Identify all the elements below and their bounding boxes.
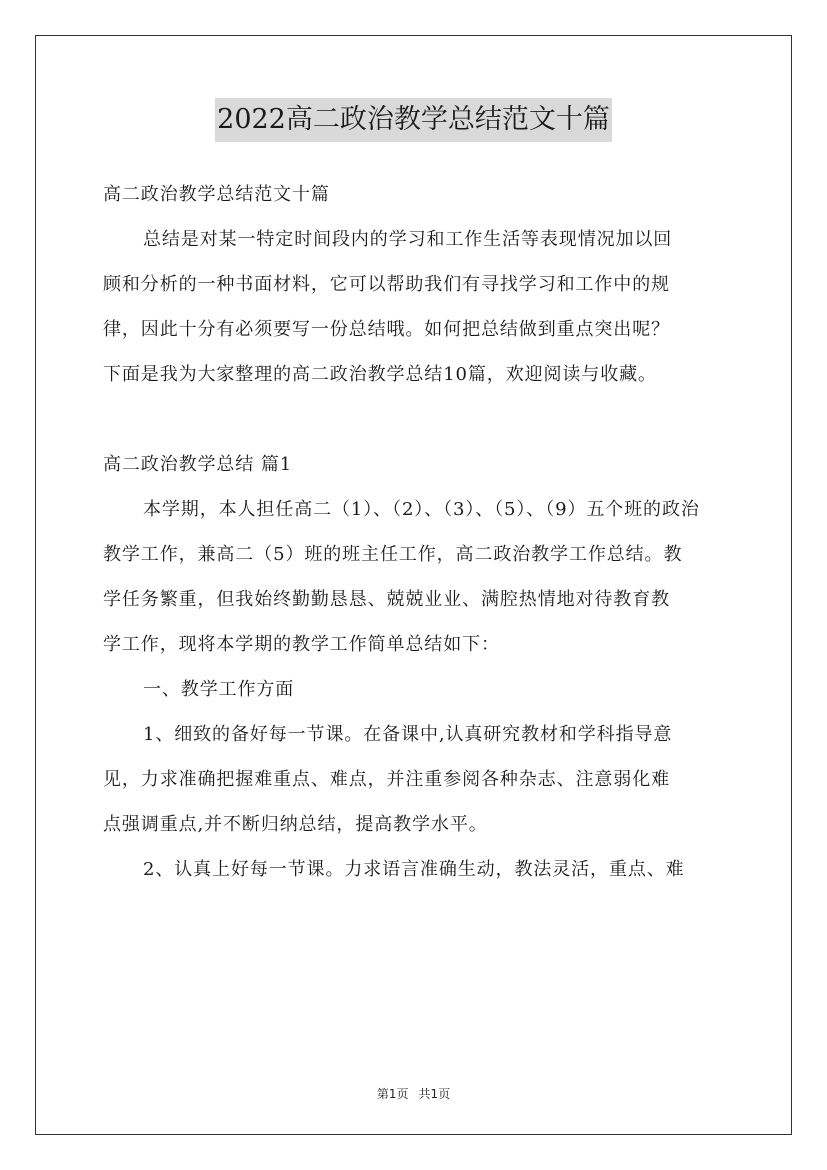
- document-subtitle: 高二政治教学总结范文十篇: [103, 184, 330, 205]
- page-footer: [0, 1085, 827, 1102]
- document-title: 2022高二政治教学总结范文十篇: [215, 98, 612, 142]
- section-line: 学任务繁重，但我始终勤勤恳恳、兢兢业业、满腔热情地对待教育教: [103, 589, 670, 610]
- intro-line: 总结是对某一特定时间段内的学习和工作生活等表现情况加以回: [143, 229, 673, 250]
- document-body: [103, 172, 725, 892]
- section-line: 本学期，本人担任高二（1）、（2）、（3）、（5）、（9）五个班的政治: [143, 499, 700, 520]
- section-line: 教学工作，兼高二（5）班的班主任工作，高二政治教学工作总结。教: [103, 544, 683, 565]
- section-line: 学工作，现将本学期的教学工作简单总结如下：: [103, 634, 500, 655]
- item2-line: 2、认真上好每一节课。力求语言准确生动，教法灵活，重点、难: [143, 859, 685, 880]
- item1-line: 点强调重点,并不断归纳总结，提高教学水平。: [103, 814, 488, 835]
- intro-line: 顾和分析的一种书面材料，它可以帮助我们有寻找学习和工作中的规: [103, 274, 670, 295]
- page-total: 共1页: [418, 1087, 451, 1101]
- blank-line: [103, 397, 725, 442]
- intro-line: 律，因此十分有必须要写一份总结哦。如何把总结做到重点突出呢？: [103, 319, 670, 340]
- subheading: 一、教学工作方面: [143, 679, 295, 700]
- section-heading: 高二政治教学总结 篇1: [103, 454, 293, 475]
- item1-line: 1、细致的备好每一节课。在备课中,认真研究教材和学科指导意: [143, 724, 673, 745]
- intro-line: 下面是我为大家整理的高二政治教学总结10篇，欢迎阅读与收藏。: [103, 364, 657, 385]
- title-area: [0, 98, 827, 142]
- page-number: 第1页: [376, 1087, 409, 1101]
- item1-line: 见，力求准确把握难重点、难点，并注重参阅各种杂志、注意弱化难: [103, 769, 670, 790]
